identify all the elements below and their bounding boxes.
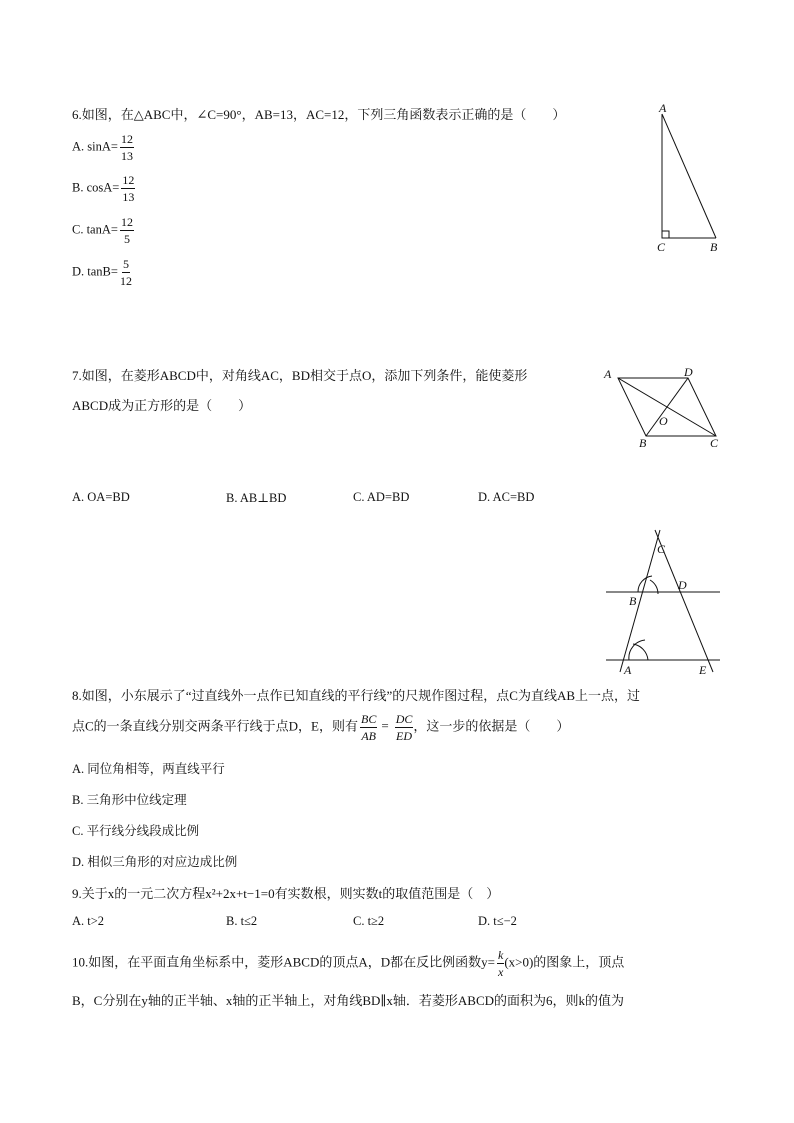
q6-option-a-prefix: A. sinA= — [72, 139, 118, 154]
q7-label-a: A — [604, 367, 612, 381]
q6-stem: 6.如图，在△ABC中，∠C=90°，AB=13，AC=12，下列三角函数表示正确的是（ ） — [72, 107, 566, 122]
q9-option-a: A. t>2 — [72, 914, 105, 928]
q6-option-b-prefix: B. cosA= — [72, 180, 120, 195]
q8-label-b: B — [629, 594, 637, 608]
q6-label-b: B — [710, 240, 718, 254]
q7-rhombus-figure — [598, 362, 728, 454]
q6-option-d-prefix: D. tanB= — [72, 264, 118, 279]
q10-frac-den: x — [497, 965, 504, 979]
q8-stem-line2 — [72, 713, 569, 742]
q7-label-c: C — [710, 436, 719, 450]
q7-option-a: A. OA=BD — [72, 490, 130, 504]
q9-option-c: C. t≥2 — [353, 914, 385, 928]
q7-option-c: C. AD=BD — [353, 490, 410, 504]
q6-option-a-fraction — [120, 133, 134, 162]
q10-frac-num: k — [497, 948, 504, 962]
q8-arc-at-a-1 — [629, 640, 645, 660]
q6-option-c — [72, 216, 134, 245]
q6-right-triangle-figure — [640, 100, 740, 260]
q9-option-b: B. t≤2 — [226, 914, 258, 928]
q8-option-c: C. 平行线分线段成比例 — [72, 824, 200, 838]
q7-stem-line1: 7.如图，在菱形ABCD中，对角线AC，BD相交于点O，添加下列条件，能使菱形 — [72, 368, 528, 383]
q6-label-c: C — [657, 240, 666, 254]
q10-stem-line2: B，C分别在y轴的正半轴、x轴的正半轴上，对角线BD∥x轴．若菱形ABCD的面积为6，则k的值为 — [72, 993, 625, 1008]
q7-label-o: O — [659, 414, 668, 428]
q6-option-a-den: 13 — [120, 149, 133, 163]
q6-option-c-fraction — [120, 216, 134, 245]
q6-option-c-num: 12 — [120, 215, 133, 229]
q6-option-d-den: 12 — [119, 274, 132, 288]
q9-option-d: D. t≤−2 — [478, 914, 517, 928]
q9-stem: 9.关于x的一元二次方程x²+2x+t−1=0有实数根，则实数t的取值范围是（ ） — [72, 886, 500, 901]
q6-right-angle-mark — [662, 231, 669, 238]
q8-label-d: D — [678, 578, 687, 592]
q7-label-d: D — [684, 365, 693, 379]
q8-frac2-num: DC — [395, 712, 413, 726]
q8-arc-at-a-2 — [633, 644, 648, 660]
q8-parallel-construction-figure — [600, 522, 725, 678]
q8-frac2-den: ED — [396, 729, 413, 743]
q8-option-a: A. 同位角相等，两直线平行 — [72, 762, 225, 776]
q6-option-b-den: 13 — [122, 190, 135, 204]
q8-stem-line1: 8.如图，小东展示了“过直线外一点作已知直线的平行线”的尺规作图过程，点C为直线AB上一点，过 — [72, 688, 641, 703]
q10-stem-line1 — [72, 949, 624, 978]
q7-stem-line2: ABCD成为正方形的是（ ） — [72, 398, 252, 413]
q8-frac1-num: BC — [361, 712, 377, 726]
q8-line-ab — [620, 530, 660, 672]
q8-stem-line2-pre: 点C的一条直线分别交两条平行线于点D，E，则有 — [72, 718, 359, 734]
q6-option-c-den: 5 — [123, 232, 130, 246]
q6-option-a — [72, 133, 134, 162]
q8-label-e: E — [699, 663, 707, 677]
q6-option-d-fraction — [120, 258, 132, 287]
q8-frac1-den: AB — [361, 729, 377, 743]
q8-label-c: C — [657, 542, 666, 556]
q8-stem-line2-post: ，这一步的依据是（ ） — [413, 718, 570, 734]
q6-option-b-fraction — [121, 174, 135, 203]
q8-option-d: D. 相似三角形的对应边成比例 — [72, 855, 238, 869]
q7-label-b: B — [639, 436, 647, 450]
q10-stem-line1-post: (x>0)的图象上，顶点 — [504, 954, 625, 970]
q6-option-b — [72, 174, 135, 203]
q7-option-d: D. AC=BD — [478, 490, 535, 504]
q8-equals: = — [381, 718, 389, 734]
q6-side-ab — [662, 114, 716, 238]
q7-option-b: B. AB⊥BD — [226, 491, 287, 505]
q6-option-b-num: 12 — [122, 173, 135, 187]
q8-fraction-bc-ab — [360, 713, 377, 742]
q6-option-d-num: 5 — [122, 257, 129, 271]
q6-label-a: A — [659, 101, 667, 115]
q8-label-a: A — [624, 663, 632, 677]
q10-stem-line1-pre: 10.如图，在平面直角坐标系中，菱形ABCD的顶点A，D都在反比例函数y= — [72, 954, 495, 970]
q6-option-a-num: 12 — [120, 132, 133, 146]
q8-option-b: B. 三角形中位线定理 — [72, 793, 187, 807]
q8-fraction-dc-ed — [395, 713, 414, 742]
q6-option-d — [72, 258, 132, 287]
q6-option-c-prefix: C. tanA= — [72, 222, 118, 237]
